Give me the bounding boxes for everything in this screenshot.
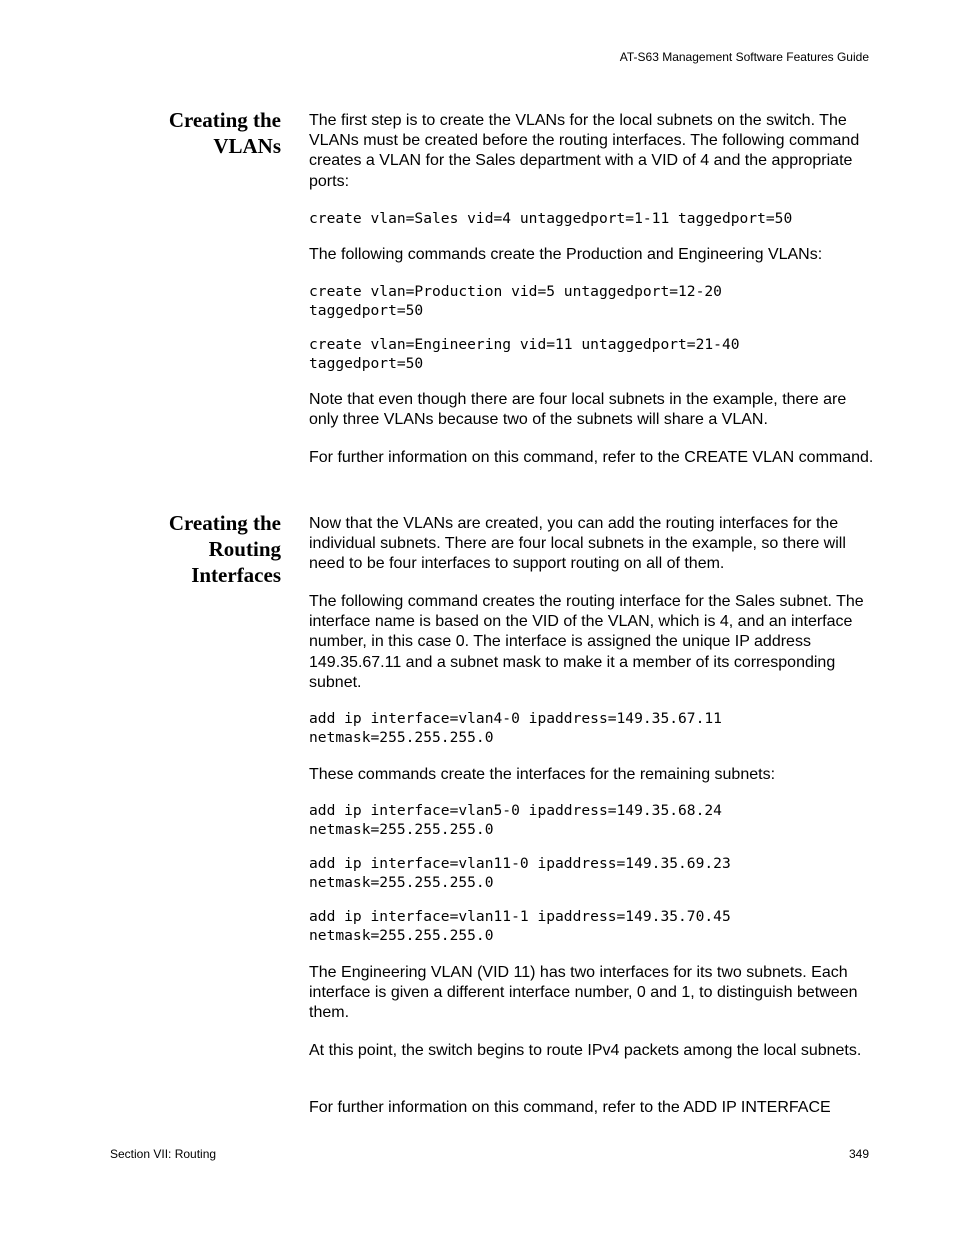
code-block (309, 907, 731, 945)
code-line: add ip interface=vlan5-0 ipaddress=149.35.68.24 (309, 802, 722, 819)
code-line: netmask=255.255.255.0 (309, 729, 494, 747)
code-line: netmask=255.255.255.0 (309, 927, 494, 945)
paragraph: Note that even though there are four local subnets in the example, there are only three VLANs because two of the subnets will share a VLAN. (309, 391, 847, 429)
code-line: create vlan=Production vid=5 untaggedport=12-20 (309, 283, 722, 300)
page-number: 349 (848, 1147, 869, 1161)
heading-line: Routing (208, 537, 281, 561)
code-block (309, 282, 722, 320)
code-line: taggedport=50 (309, 355, 424, 373)
paragraph: These commands create the interfaces for the remaining subnets: (309, 766, 776, 783)
paragraph: The Engineering VLAN (VID 11) has two interfaces for its two subnets. Each interface is given a different interface number, 0 and 1, to distinguish between them. (309, 964, 858, 1022)
code-block (309, 854, 731, 892)
code-block (309, 801, 722, 839)
heading-line: Creating the (168, 511, 281, 535)
section-heading (110, 107, 281, 159)
code-line: taggedport=50 (309, 302, 424, 320)
paragraph: Now that the VLANs are created, you can add the routing interfaces for the individual subnets. There are four local subnets in the example, so there will need to be four interfaces to support routing on all of them. (309, 515, 846, 573)
code-block (309, 335, 740, 373)
code-line: netmask=255.255.255.0 (309, 821, 494, 839)
code-block (309, 209, 792, 228)
section-heading (110, 510, 281, 588)
paragraph: The following commands create the Production and Engineering VLANs: (309, 246, 823, 263)
heading-line: VLANs (213, 134, 281, 158)
heading-line: Creating the (168, 108, 281, 132)
running-header: AT-S63 Management Software Features Guide (619, 50, 869, 64)
code-line: add ip interface=vlan11-0 ipaddress=149.35.69.23 (309, 855, 731, 872)
code-block (309, 709, 722, 747)
code-line: add ip interface=vlan11-1 ipaddress=149.35.70.45 (309, 908, 731, 925)
footer-section-label: Section VII: Routing (110, 1147, 217, 1161)
code-line: netmask=255.255.255.0 (309, 874, 494, 892)
code-line: create vlan=Engineering vid=11 untaggedport=21-40 (309, 336, 740, 353)
paragraph: The following command creates the routing interface for the Sales subnet. The interface name is based on the VID of the VLAN, which is 4, and an interface number, in this case 0. The interface is assigned the unique IP address 149.35.67.11 and a subnet mask to make it a member of its corresponding subnet. (309, 593, 864, 691)
code-line: create vlan=Sales vid=4 untaggedport=1-11 taggedport=50 (309, 210, 793, 227)
paragraph: For further information on this command, refer to the ADD IP INTERFACE (309, 1099, 831, 1116)
code-line: add ip interface=vlan4-0 ipaddress=149.35.67.11 (309, 710, 722, 727)
heading-line: Interfaces (191, 563, 281, 587)
paragraph: For further information on this command, refer to the CREATE VLAN command. (309, 449, 874, 466)
paragraph: At this point, the switch begins to route IPv4 packets among the local subnets. (309, 1042, 862, 1059)
paragraph: The first step is to create the VLANs for the local subnets on the switch. The VLANs must be created before the routing interfaces. The following command creates a VLAN for the Sales department with a VID of 4 and the appropriate ports: (309, 112, 860, 190)
